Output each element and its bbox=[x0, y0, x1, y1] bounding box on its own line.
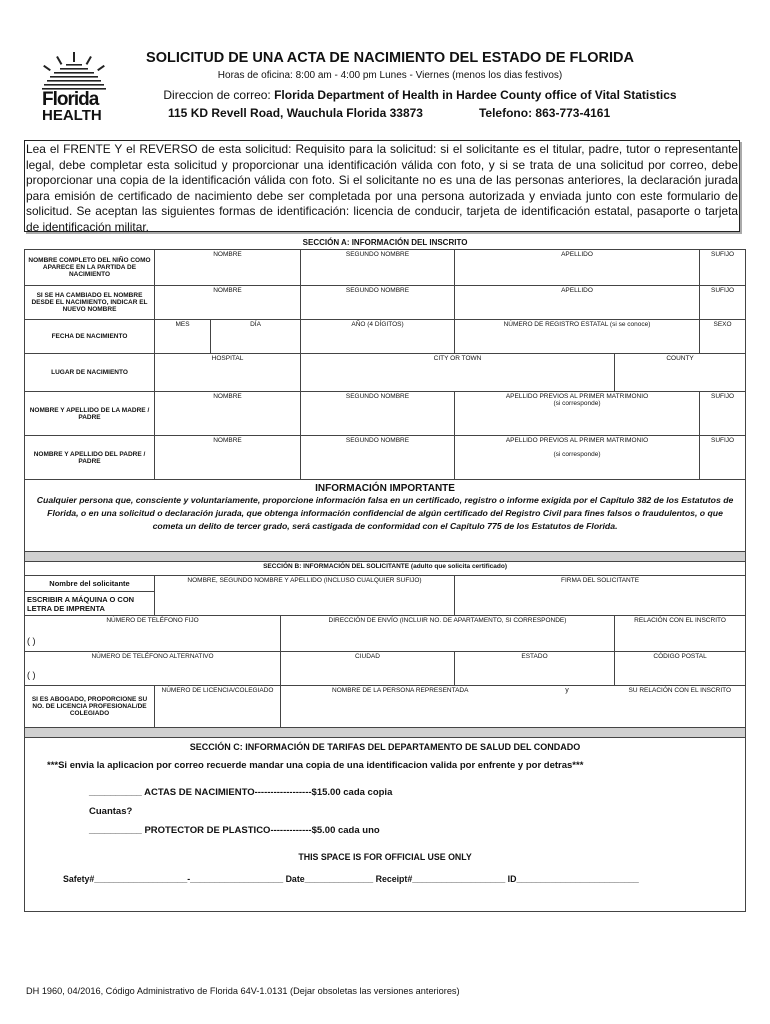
field-mother-nombre[interactable]: NOMBRE bbox=[155, 392, 301, 436]
official-use: THIS SPACE IS FOR OFFICIAL USE ONLY bbox=[298, 852, 472, 862]
field-city[interactable]: CITY OR TOWN bbox=[301, 354, 615, 392]
si-corresponde: (si corresponde) bbox=[553, 451, 601, 458]
field-mother-apellido[interactable] bbox=[455, 392, 700, 436]
section-b-title: SECCIÓN B: INFORMACIÓN DEL SOLICITANTE (adulto que solicita certificado) bbox=[25, 562, 746, 576]
label-birth-date: FECHA DE NACIMIENTO bbox=[25, 320, 155, 354]
field-city-b[interactable]: CIUDAD bbox=[281, 652, 455, 686]
field-phone[interactable] bbox=[25, 616, 281, 652]
field-mother-sufijo[interactable]: SUFIJO bbox=[700, 392, 746, 436]
alt-phone-paren: ( ) bbox=[27, 670, 36, 680]
office-hours: Horas de oficina: 8:00 am - 4:00 pm Lunes - Viernes (menos los dias festivos) bbox=[217, 70, 563, 81]
intro-box: Lea el FRENTE Y el REVERSO de esta solicitud: Requisito para la solicitud: si el solicitante es el titular, padre, tutor o representante legal, debe completar esta solicitud y proporcionar una identificación válida con foto, y si se trata de una solicitud por correo, debe proporcionar una copia de la identificación válida con foto. Si el solicitante no es una de las personas anteriores, la declaración jurada para emisión de certificado de nacimiento debe ser completada por una persona autorizada y enviada junto con este formulario de solicitud. Se aceptan las siguientes formas de identificación: licencia de conducir, tarjeta de identificación estatal, pasaporte o tarjeta de identificación militar. bbox=[26, 142, 738, 234]
field-apellido[interactable]: APELLIDO bbox=[455, 250, 700, 286]
label-attorney: SI ES ABOGADO, PROPORCIONE SU NO. DE LICENCIA PROFESIONAL/DE COLEGIADO bbox=[25, 686, 155, 728]
field-state[interactable]: ESTADO bbox=[455, 652, 615, 686]
label-full-name: NOMBRE COMPLETO DEL NIÑO COMO APARECE EN LA PARTIDA DE NACIMIENTO bbox=[25, 250, 155, 286]
field-registro[interactable]: NÚMERO DE REGISTRO ESTATAL (si se conoce) bbox=[455, 320, 700, 354]
logo-health: HEALTH bbox=[42, 107, 102, 124]
label-alt-phone: NÚMERO DE TELÉFONO ALTERNATIVO bbox=[91, 653, 214, 660]
official-fields: Safety#___________________-___________________ Date______________ Receipt#___________________ ID_________________________ bbox=[63, 874, 639, 884]
field-nombre[interactable]: NOMBRE bbox=[155, 250, 301, 286]
florida-health-logo bbox=[38, 52, 110, 124]
label-birth-place: LUGAR DE NACIMIENTO bbox=[25, 354, 155, 392]
label-mother: NOMBRE Y APELLIDO DE LA MADRE / PADRE bbox=[25, 392, 155, 436]
label-father: NOMBRE Y APELLIDO DEL PADRE / PADRE bbox=[25, 436, 155, 480]
actas-line[interactable]: __________ ACTAS DE NACIMIENTO------------------$15.00 cada copia bbox=[89, 787, 393, 798]
field-new-sufijo[interactable]: SUFIJO bbox=[700, 286, 746, 320]
important-body: Cualquier persona que, consciente y voluntariamente, proporcione información falsa en un certificado, registro o informe exigida por el Capítulo 382 de los Estatutos de Florida, o en una solicitud o declaración jurada, que obtenga información confidencial de algún certificado del Registro Civil para fines falsos o fraudulentos, o que cometa un delito de tercer grado, será castigada de conformidad con el Capítulo 775 de los Estatutos de Florida. bbox=[36, 495, 734, 531]
field-father-segundo[interactable]: SEGUNDO NOMBRE bbox=[301, 436, 455, 480]
field-father-apellido[interactable] bbox=[455, 436, 700, 480]
mail-address bbox=[160, 88, 680, 102]
label-type-print: ESCRIBIR A MÁQUINA O CON LETRA DE IMPRENTA bbox=[25, 592, 155, 616]
important-title: INFORMACIÓN IMPORTANTE bbox=[315, 483, 455, 494]
phone-paren: ( ) bbox=[27, 636, 36, 646]
si-corresponde: (si corresponde) bbox=[553, 400, 601, 407]
mail-office: Florida Department of Health in Hardee County office of Vital Statistics bbox=[274, 88, 677, 102]
form-footer: DH 1960, 04/2016, Código Administrativo de Florida 64V-1.0131 (Dejar obsoletas las versiones anteriores) bbox=[26, 986, 460, 996]
field-mother-segundo[interactable]: SEGUNDO NOMBRE bbox=[301, 392, 455, 436]
label-phone: NÚMERO DE TELÉFONO FIJO bbox=[106, 617, 199, 624]
apellido-previo: APELLIDO PREVIOS AL PRIMER MATRIMONIO bbox=[505, 437, 649, 444]
cuantas-line: Cuantas? bbox=[89, 806, 133, 817]
gray-divider bbox=[25, 552, 746, 562]
section-a-title: SECCIÓN A: INFORMACIÓN DEL INSCRITO bbox=[302, 238, 468, 247]
logo-florida: Florida bbox=[42, 89, 99, 110]
field-county[interactable]: COUNTY bbox=[615, 354, 746, 392]
page-title: SOLICITUD DE UNA ACTA DE NACIMIENTO DEL ESTADO DE FLORIDA bbox=[146, 50, 634, 66]
mail-note: ***Si envia la aplicacion por correo recuerde mandar una copia de una identificacion valida por enfrente y por detras*** bbox=[47, 760, 584, 771]
field-sufijo[interactable]: SUFIJO bbox=[700, 250, 746, 286]
address-text: 115 KD Revell Road, Wauchula Florida 33873 bbox=[168, 106, 423, 120]
field-hospital[interactable]: HOSPITAL bbox=[155, 354, 301, 392]
field-sexo[interactable]: SEXO bbox=[700, 320, 746, 354]
field-license[interactable]: NÚMERO DE LICENCIA/COLEGIADO bbox=[155, 686, 281, 728]
field-new-apellido[interactable]: APELLIDO bbox=[455, 286, 700, 320]
field-segundo-nombre[interactable]: SEGUNDO NOMBRE bbox=[301, 250, 455, 286]
field-represented[interactable]: NOMBRE DE LA PERSONA REPRESENTADA bbox=[281, 686, 520, 728]
gray-divider-2 bbox=[25, 728, 746, 738]
field-applicant-name[interactable]: NOMBRE, SEGUNDO NOMBRE Y APELLIDO (INCLUSO CUALQUIER SUFIJO) bbox=[155, 576, 455, 616]
section-c bbox=[25, 738, 746, 912]
application-form bbox=[24, 236, 746, 912]
field-signature[interactable]: FIRMA DEL SOLICITANTE bbox=[455, 576, 746, 616]
apellido-previo: APELLIDO PREVIOS AL PRIMER MATRIMONIO bbox=[505, 393, 649, 400]
field-relationship[interactable]: RELACIÓN CON EL INSCRITO bbox=[615, 616, 746, 652]
field-mailing-address[interactable]: DIRECCIÓN DE ENVÍO (INCLUIR NO. DE APARTAMENTO, SI CORRESPONDE) bbox=[281, 616, 615, 652]
field-new-segundo[interactable]: SEGUNDO NOMBRE bbox=[301, 286, 455, 320]
field-father-nombre[interactable]: NOMBRE bbox=[155, 436, 301, 480]
field-father-sufijo[interactable]: SUFIJO bbox=[700, 436, 746, 480]
mail-label: Direccion de correo: bbox=[163, 88, 275, 102]
field-their-relationship[interactable]: SU RELACIÓN CON EL INSCRITO bbox=[615, 686, 746, 728]
street-address bbox=[168, 106, 688, 120]
field-alt-phone[interactable] bbox=[25, 652, 281, 686]
field-postal[interactable]: CÓDIGO POSTAL bbox=[615, 652, 746, 686]
label-applicant-name: Nombre del solicitante bbox=[25, 576, 155, 592]
field-dia[interactable]: DÍA bbox=[211, 320, 301, 354]
sunburst-icon bbox=[38, 52, 110, 92]
phone-text: Telefono: 863-773-4161 bbox=[478, 106, 611, 120]
field-new-nombre[interactable]: NOMBRE bbox=[155, 286, 301, 320]
protector-line[interactable]: __________ PROTECTOR DE PLASTICO-------------$5.00 cada uno bbox=[89, 825, 380, 836]
and-text: y bbox=[520, 686, 615, 728]
field-mes[interactable]: MES bbox=[155, 320, 211, 354]
label-new-name: SI SE HA CAMBIADO EL NOMBRE DESDE EL NACIMIENTO, INDICAR EL NUEVO NOMBRE bbox=[25, 286, 155, 320]
section-c-title: SECCIÓN C: INFORMACIÓN DE TARIFAS DEL DEPARTAMENTO DE SALUD DEL CONDADO bbox=[189, 742, 581, 752]
field-anio[interactable]: AÑO (4 DÍGITOS) bbox=[301, 320, 455, 354]
important-info bbox=[25, 480, 746, 552]
